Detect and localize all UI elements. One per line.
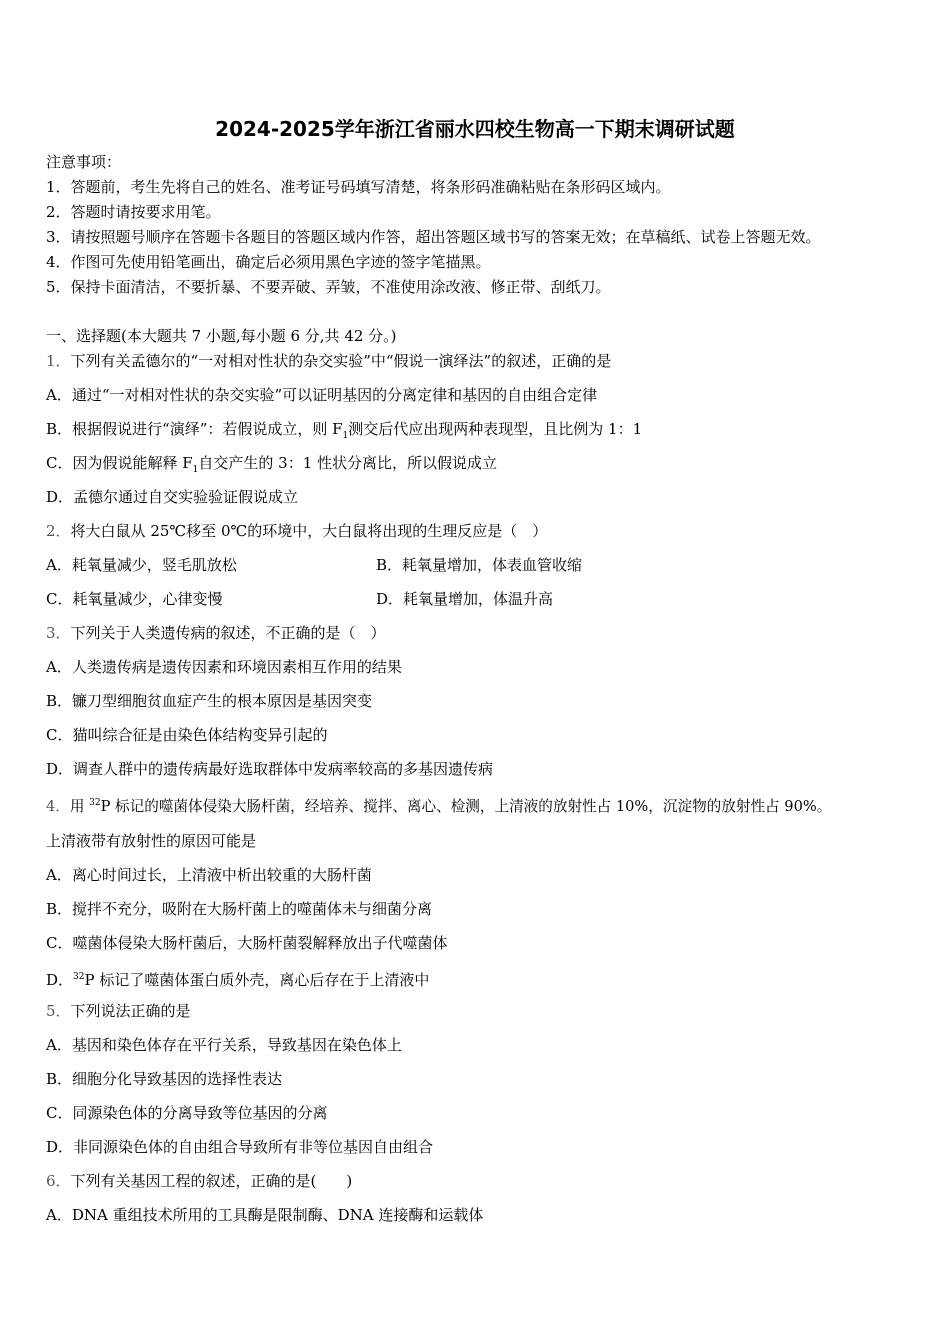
q1-option-c: C．因为假说能解释 $F_1$自交产生的 3：1 性状分离比，所以假说成立 — [46, 454, 498, 475]
q1-option-a: A．通过“一对相对性状的杂交实验”可以证明基因的分离定律和基因的自由组合定律 — [46, 386, 598, 404]
page-title: 2024-2025学年浙江省丽水四校生物高一下期末调研试题 — [215, 117, 735, 141]
q5-option-d: D．非同源染色体的自由组合导致所有非等位基因自由组合 — [46, 1138, 434, 1156]
q3-option-d: D．调查人群中的遗传病最好选取群体中发病率较高的多基因遗传病 — [46, 760, 494, 778]
q4-option-a: A．离心时间过长，上清液中析出较重的大肠杆菌 — [46, 866, 372, 884]
question-number: 4． — [46, 797, 70, 815]
question-number: 5． — [46, 1002, 71, 1020]
question-5 — [46, 1001, 191, 1021]
notice-item: 2．答题时请按要求用笔。 — [46, 203, 221, 221]
question-stem: 下列有关孟德尔的“一对相对性状的杂交实验”中“假说一演绎法”的叙述，正确的是 — [70, 352, 612, 370]
q4-option-b: B．搅拌不充分，吸附在大肠杆菌上的噬菌体未与细菌分离 — [46, 900, 433, 918]
q5-option-b: B．细胞分化导致基因的选择性表达 — [46, 1070, 283, 1088]
question-number: 1． — [46, 352, 71, 370]
question-number: 2． — [46, 522, 71, 540]
question-stem: 将大白鼠从 25℃移至 0℃的环境中，大白鼠将出现的生理反应是（ ） — [70, 522, 548, 540]
question-1 — [46, 351, 611, 371]
q5-option-a: A．基因和染色体存在平行关系，导致基因在染色体上 — [46, 1036, 402, 1054]
question-number: 6． — [46, 1172, 71, 1190]
notice-item: 3．请按照题号顺序在答题卡各题目的答题区域内作答，超出答题区域书写的答案无效；在草稿纸、试卷上答题无效。 — [46, 228, 821, 246]
notice-item: 5．保持卡面清洁，不要折暴、不要弄破、弄皱，不准使用涂改液、修正带、刮纸刀。 — [46, 278, 611, 296]
question-number: 3． — [46, 624, 71, 642]
question-3 — [46, 623, 386, 643]
question-4-stem-continued: 上清液带有放射性的原因可能是 — [46, 832, 257, 850]
q6-option-a: A．DNA 重组技术所用的工具酶是限制酶、DNA 连接酶和运载体 — [46, 1206, 484, 1224]
q2-option-a: A．耗氧量减少，竖毛肌放松 — [46, 556, 237, 574]
q4-option-d: D．$^{32}$P 标记了噬菌体蛋白质外壳，离心后存在于上清液中 — [46, 971, 430, 989]
q1-option-d: D．孟德尔通过自交实验验证假说成立 — [46, 488, 299, 506]
question-stem: 下列有关基因工程的叙述，正确的是( ) — [70, 1172, 353, 1190]
q3-option-a: A．人类遗传病是遗传因素和环境因素相互作用的结果 — [46, 658, 402, 676]
question-4: 4．用 $^{32}$P 标记的噬菌体侵染大肠杆菌，经培养、搅拌、离心、检测，上清液的放射性占 10%，沉淀物的放射性占 90%。 — [46, 797, 832, 815]
q2-option-b: B．耗氧量增加，体表血管收缩 — [376, 556, 583, 574]
q4-option-c: C．噬菌体侵染大肠杆菌后，大肠杆菌裂解释放出子代噬菌体 — [46, 934, 448, 952]
section-heading: 一、选择题(本大题共 7 小题,每小题 6 分,共 42 分。) — [46, 327, 397, 345]
question-6 — [46, 1171, 352, 1191]
question-stem: 下列说法正确的是 — [70, 1002, 191, 1020]
notice-item: 4．作图可先使用铅笔画出，确定后必须用黑色字迹的签字笔描黑。 — [46, 253, 491, 271]
question-stem: 下列关于人类遗传病的叙述，不正确的是（ ） — [70, 624, 386, 642]
notice-heading: 注意事项： — [46, 153, 122, 171]
question-2 — [46, 521, 547, 541]
q1-option-b: B．根据假说进行“演绎”：若假说成立，则 $F_1$测交后代应出现两种表现型，且比例为 1：1 — [46, 420, 643, 441]
q3-option-b: B．镰刀型细胞贫血症产生的根本原因是基因突变 — [46, 692, 373, 710]
q2-option-d: D．耗氧量增加，体温升高 — [376, 590, 554, 608]
q2-option-c: C．耗氧量减少，心律变慢 — [46, 590, 223, 608]
q5-option-c: C．同源染色体的分离导致等位基因的分离 — [46, 1104, 328, 1122]
q3-option-c: C．猫叫综合征是由染色体结构变异引起的 — [46, 726, 328, 744]
notice-item: 1．答题前，考生先将自己的姓名、准考证号码填写清楚，将条形码准确粘贴在条形码区域内。 — [46, 178, 671, 196]
